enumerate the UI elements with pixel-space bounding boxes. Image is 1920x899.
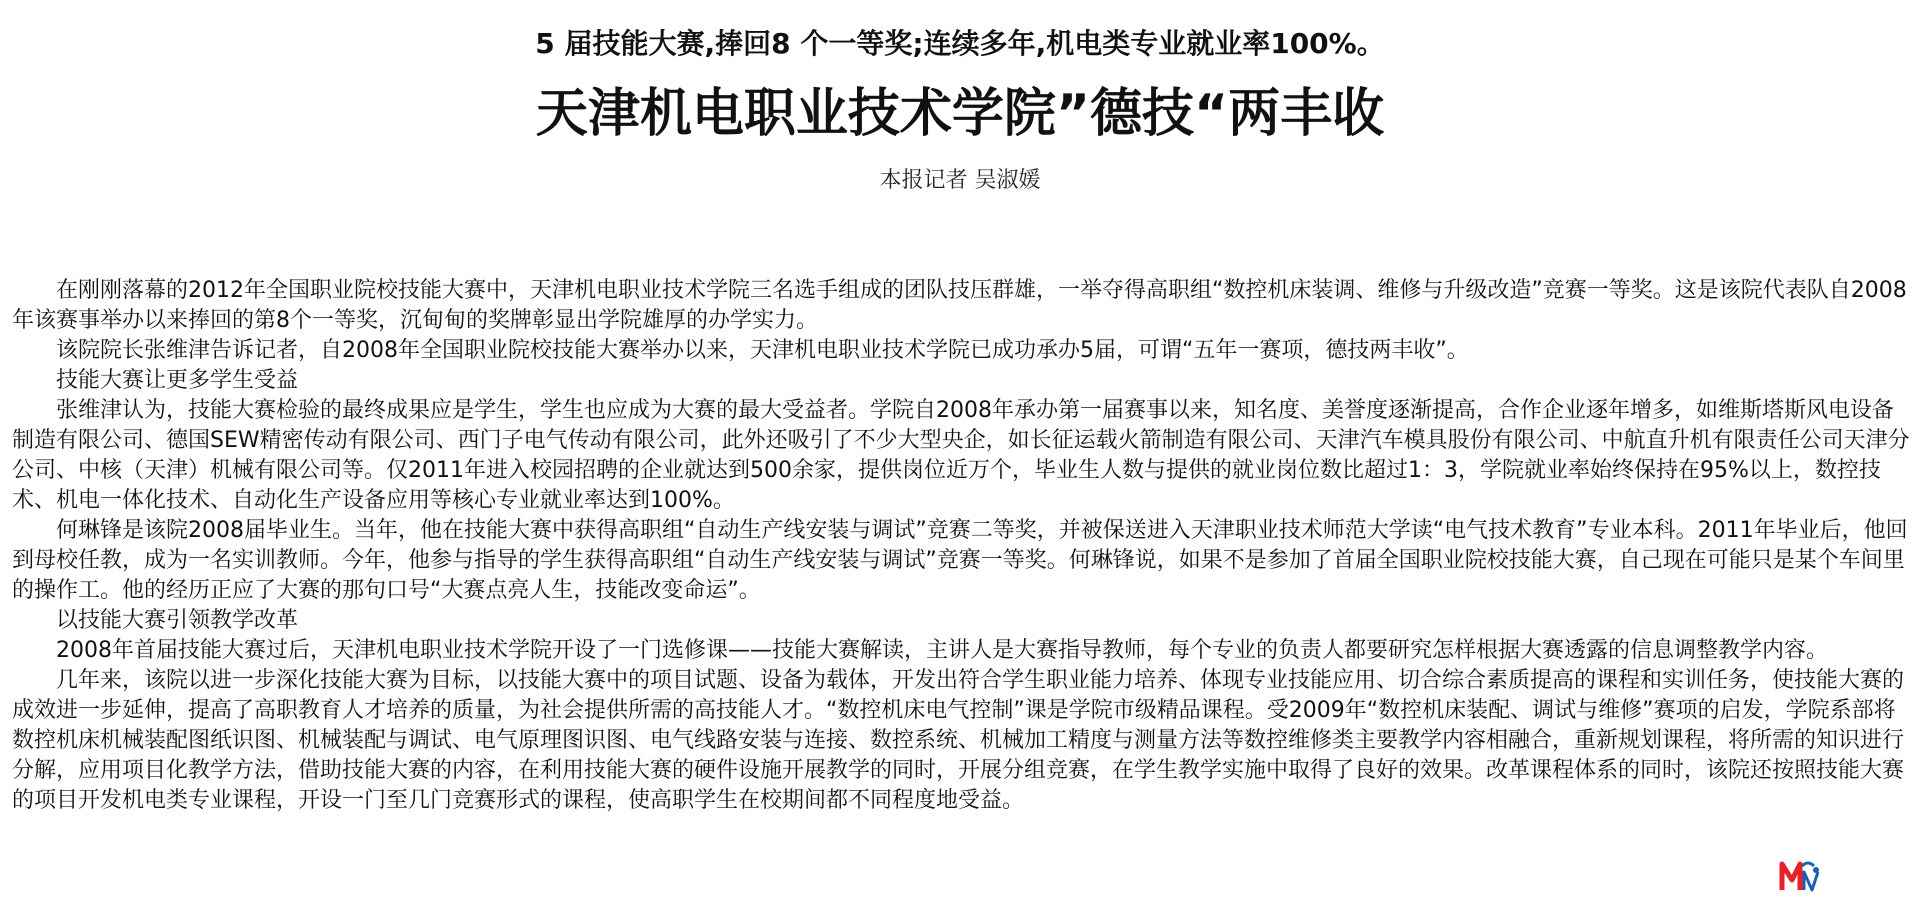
article-byline: 本报记者 吴淑媛 (879, 168, 1041, 193)
section-heading: 以技能大赛引领教学改革 (56, 608, 299, 633)
article-body (12, 276, 1912, 816)
article-paragraph: 2008年首届技能大赛过后，天津机电职业技术学院开设了一门选修课——技能大赛解读，主讲人是大赛指导教师，每个专业的负责人都要研究怎样根据大赛透露的信息调整教学内容。 (56, 638, 1828, 663)
article-paragraph: 张维津认为，技能大赛检验的最终成果应是学生，学生也应成为大赛的最大受益者。学院自2008年承办第一届赛事以来，知名度、美誉度逐渐提高，合作企业逐年增多，如维斯塔斯风电设备制造有限公司、德国SEW精密传动有限公司、西门子电气传动有限公司，此外还吸引了不少大型央企，如长征运载火箭制造有限公司、天津汽车模具股份有限公司、中航直升机有限责任公司天津分公司、中核（天津）机械有限公司等。仅2011年进入校园招聘的企业就达到500余家，提供岗位近万个，毕业生人数与提供的就业岗位数比超过1：3，学院就业率始终保持在95%以上，数控技术、机电一体化技术、自动化生产设备应用等核心专业就业率达到100%。 (12, 398, 1910, 513)
article-paragraph: 几年来，该院以进一步深化技能大赛为目标，以技能大赛中的项目试题、设备为载体，开发出符合学生职业能力培养、体现专业技能应用、切合综合素质提高的课程和实训任务，使技能大赛的成效进一步延伸，提高了高职教育人才培养的质量，为社会提供所需的高技能人才。“数控机床电气控制”课是学院市级精品课程。受2009年“数控机床装配、调试与维修”赛项的启发，学院系部将数控机床机械装配图纸识图、机械装配与调试、电气原理图识图、电气线路安装与连接、数控系统、机械加工精度与测量方法等数控维修类主要教学内容相融合，重新规划课程，将所需的知识进行分解，应用项目化教学方法，借助技能大赛的内容，在利用技能大赛的硬件设施开展教学的同时，开展分组竞赛，在学生教学实施中取得了良好的效果。改革课程体系的同时，该院还按照技能大赛的项目开发机电类专业课程，开设一门至几门竞赛形式的课程，使高职学生在校期间都不同程度地受益。 (12, 668, 1905, 813)
section-heading: 技能大赛让更多学生受益 (56, 368, 299, 393)
article-headline: 天津机电职业技术学院”德技“两丰收 (535, 84, 1385, 144)
article-paragraph: 在刚刚落幕的2012年全国职业院校技能大赛中，天津机电职业技术学院三名选手组成的团队技压群雄，一举夺得高职组“数控机床装调、维修与升级改造”竞赛一等奖。这是该院代表队自2008年该赛事举办以来捧回的第8个一等奖，沉甸甸的奖牌彰显出学院雄厚的办学实力。 (12, 278, 1907, 333)
article-kicker: 5 届技能大赛,捧回8 个一等奖;连续多年,机电类专业就业率100%。 (535, 27, 1385, 60)
newspaper-logo-icon (1778, 858, 1822, 892)
article-paragraph: 何琳锋是该院2008届毕业生。当年，他在技能大赛中获得高职组“自动生产线安装与调试”竞赛二等奖，并被保送进入天津职业技术师范大学读“电气技术教育”专业本科。2011年毕业后，他回到母校任教，成为一名实训教师。今年，他参与指导的学生获得高职组“自动生产线安装与调试”竞赛一等奖。何琳锋说，如果不是参加了首届全国职业院校技能大赛，自己现在可能只是某个车间里的操作工。他的经历正应了大赛的那句口号“大赛点亮人生，技能改变命运”。 (12, 518, 1908, 603)
article-paragraph: 该院院长张维津告诉记者，自2008年全国职业院校技能大赛举办以来，天津机电职业技术学院已成功承办5届，可谓“五年一赛项，德技两丰收”。 (56, 338, 1469, 363)
